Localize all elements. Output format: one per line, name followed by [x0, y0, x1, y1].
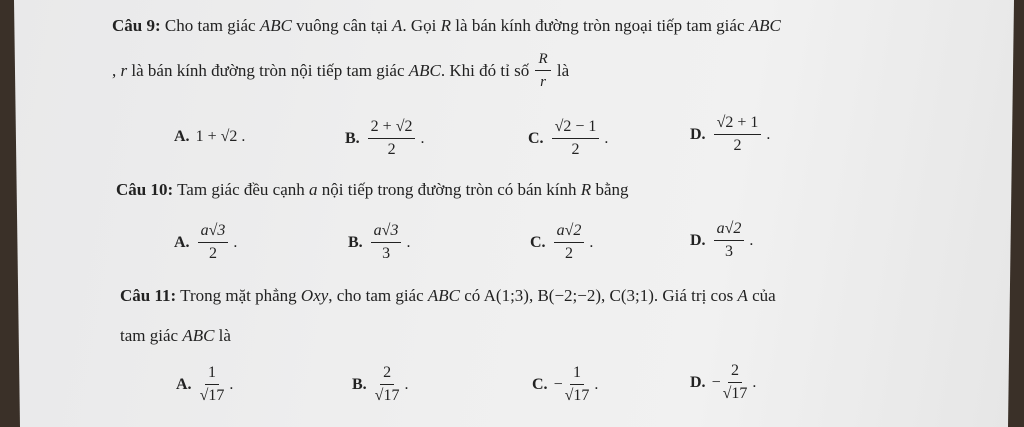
q9-abc: ABC: [259, 16, 292, 35]
option-fraction: $\frac{2}{√17}$: [722, 362, 748, 402]
q11-option-c[interactable]: C. − $\frac{1}{√17}$ .: [532, 364, 599, 404]
q10-label: Câu 10:: [116, 180, 174, 199]
option-fraction: $\frac{2 + √2}{2}$: [368, 118, 416, 159]
q9-r: r: [120, 60, 128, 80]
q11-text: có: [464, 286, 481, 305]
q9-R: R: [440, 16, 452, 35]
q11-line1: [120, 286, 776, 306]
q11-oxy: Oxy: [300, 286, 329, 305]
q11-text: là: [218, 326, 231, 345]
option-fraction: $\frac{√2 + 1}{2}$: [714, 114, 762, 155]
option-fraction: $\frac{2}{√17}$: [374, 364, 400, 404]
option-fraction: $\frac{a√2}{2}$: [554, 222, 585, 263]
q9-line1: [112, 16, 781, 36]
q11-option-b[interactable]: B. $\frac{2}{√17}$ .: [352, 364, 409, 404]
q9-abc: ABC: [408, 60, 441, 80]
q10-option-b[interactable]: B. $\frac{a√3}{3}$ .: [348, 222, 411, 262]
q9-abc: ABC: [748, 16, 781, 35]
option-fraction: $\frac{√2 - 1}{2}$: [552, 118, 600, 159]
option-fraction: $\frac{a√3}{2}$: [198, 222, 229, 263]
q10-line1: [116, 180, 628, 200]
q9-label: Câu 9:: [112, 16, 161, 35]
q11-option-a[interactable]: A. $\frac{1}{√17}$ .: [176, 364, 234, 404]
q9-text: là bán kính đường tròn ngoại tiếp tam giác: [455, 16, 745, 35]
q9-ratio-fraction: $\frac{R}{r}$: [535, 50, 550, 91]
q11-points: A(1;3), B(−2;−2), C(3;1): [483, 286, 654, 305]
q10-text: bằng: [595, 180, 629, 199]
q11-option-d[interactable]: D. − $\frac{2}{√17}$ .: [690, 362, 757, 402]
q9-line2: [112, 50, 569, 91]
q11-angle-a: A: [737, 286, 748, 305]
q10-text: nội tiếp trong đường tròn có bán kính: [321, 180, 577, 199]
option-fraction: $\frac{a√3}{3}$: [371, 222, 402, 263]
q10-text: Tam giác đều cạnh: [177, 180, 305, 199]
q9-option-b[interactable]: B. $\frac{2 + √2}{2}$ .: [345, 118, 425, 158]
q9-text: Cho tam giác: [164, 16, 256, 35]
q11-text: , cho tam giác: [328, 286, 424, 305]
option-fraction: $\frac{1}{√17}$: [199, 364, 225, 404]
q9-text: . Gọi: [402, 16, 437, 35]
option-fraction: $\frac{1}{√17}$: [564, 364, 590, 404]
q11-abc: ABC: [427, 286, 461, 305]
q10-option-c[interactable]: C. $\frac{a√2}{2}$ .: [530, 222, 594, 262]
q10-a: a: [309, 180, 318, 199]
option-fraction: $\frac{a√2}{3}$: [714, 220, 745, 261]
q10-option-d[interactable]: D. $\frac{a√2}{3}$ .: [690, 220, 754, 260]
q10-option-a[interactable]: A. $\frac{a√3}{2}$ .: [174, 222, 238, 262]
q11-text: . Giá trị cos: [653, 286, 734, 305]
q9-vertex-a: A: [392, 16, 403, 35]
q9-option-c[interactable]: C. $\frac{√2 - 1}{2}$ .: [528, 118, 609, 158]
q11-label: Câu 11:: [120, 286, 177, 305]
q9-option-a[interactable]: A. 1 + √2 .: [174, 128, 246, 145]
q11-text: tam giác: [120, 326, 179, 345]
q11-text: của: [752, 286, 776, 305]
q11-abc: ABC: [182, 326, 215, 345]
q11-text: Trong mặt phẳng: [180, 286, 297, 305]
q9-text: vuông cân tại: [296, 16, 388, 35]
q9-text: là: [556, 60, 570, 80]
q11-line2: [120, 326, 231, 346]
q9-text: . Khi đó tỉ số: [440, 60, 530, 80]
q10-R: R: [580, 180, 592, 199]
q9-text: là bán kính đường tròn nội tiếp tam giác: [131, 60, 405, 80]
q9-text: ,: [112, 60, 117, 80]
q9-option-d[interactable]: D. $\frac{√2 + 1}{2}$ .: [690, 114, 771, 154]
